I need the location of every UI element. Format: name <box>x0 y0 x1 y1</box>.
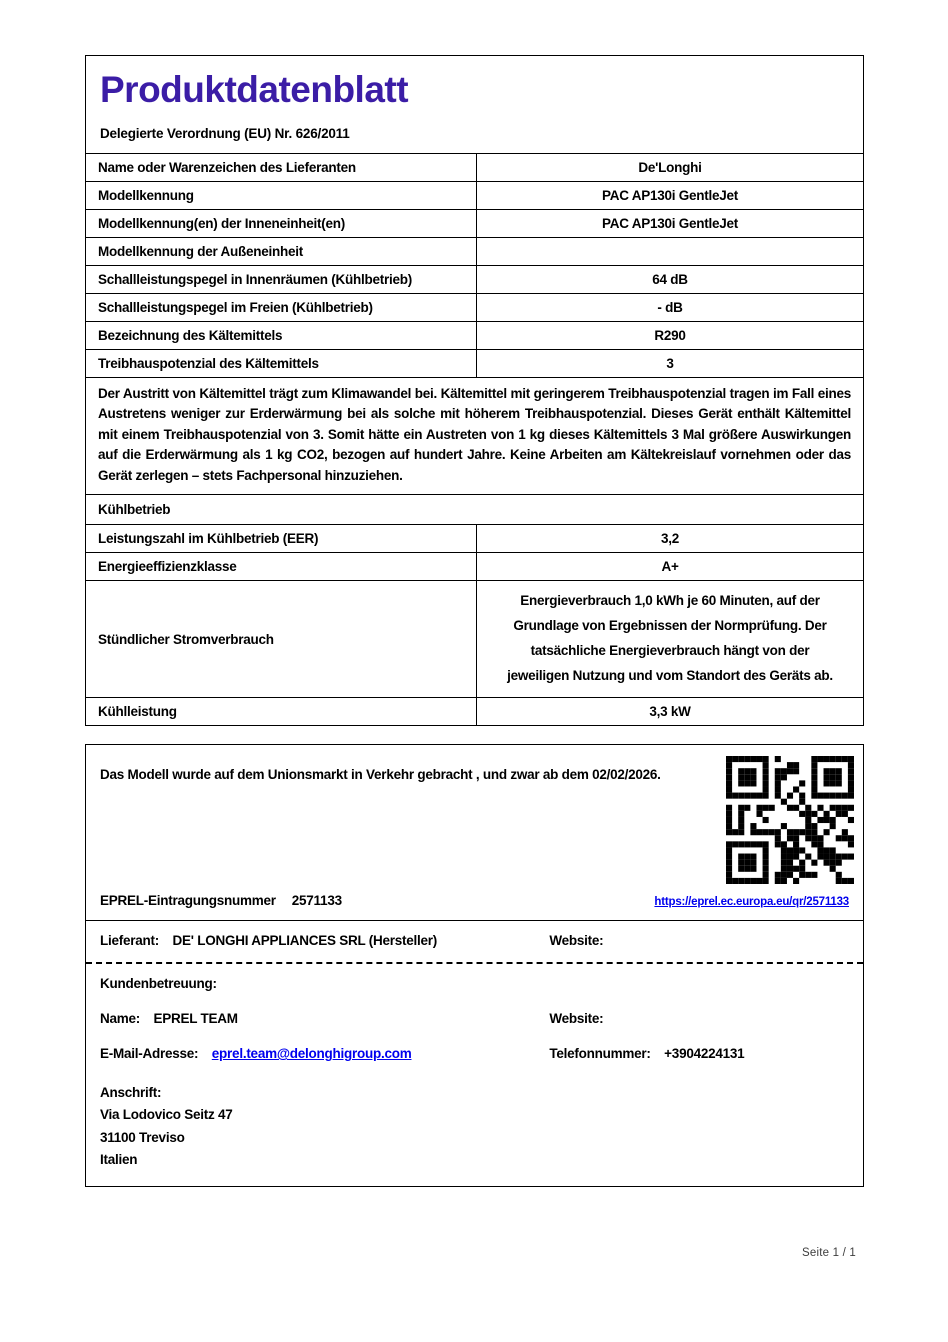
table-row <box>86 237 863 265</box>
row-value: 3,2 <box>476 525 863 552</box>
row-value: 3,3 kW <box>476 698 863 725</box>
table-row <box>86 153 863 181</box>
table-row <box>86 209 863 237</box>
phone-value: +3904224131 <box>664 1046 745 1062</box>
row-value: Energieverbrauch 1,0 kWh je 60 Minuten, auf der Grundlage von Ergebnissen der Normprüfung. Der tatsächliche Energieverbrauch hängt von der jeweiligen Nutzung und vom Standort des Geräts ab. <box>476 581 863 697</box>
supplier-pair <box>100 933 549 948</box>
eprel-label: EPREL-Eintragungsnummer <box>100 893 276 909</box>
customer-service-block <box>86 964 863 1186</box>
email-label: E-Mail-Adresse: <box>100 1046 199 1062</box>
product-datasheet <box>85 55 864 1187</box>
row-value: - dB <box>476 294 863 321</box>
contact-row-name <box>100 1011 849 1026</box>
supplier-value: DE' LONGHI APPLIANCES SRL (Hersteller) <box>172 933 438 949</box>
name-value: EPREL TEAM <box>153 1011 238 1027</box>
row-label: Stündlicher Stromverbrauch <box>98 631 274 647</box>
phone-label: Telefonnummer: <box>549 1046 651 1062</box>
eprel-number: 2571133 <box>291 893 342 909</box>
page-title: Produktdatenblatt <box>100 69 409 110</box>
row-value: A+ <box>476 553 863 580</box>
address-label: Anschrift: <box>100 1085 162 1101</box>
qr-code-icon <box>726 756 854 884</box>
eprel-row <box>86 887 863 920</box>
address-line: Italien <box>100 1151 138 1167</box>
table-row <box>86 552 863 580</box>
address-line: Via Lodovico Seitz 47 <box>100 1107 233 1123</box>
row-label: Name oder Warenzeichen des Lieferanten <box>98 159 356 175</box>
row-value: R290 <box>476 322 863 349</box>
contact-row-email <box>100 1046 849 1061</box>
table-row <box>86 293 863 321</box>
section-header-cooling: Kühlbetrieb <box>86 494 863 524</box>
title-block <box>86 56 863 153</box>
name-label: Name: <box>100 1011 141 1027</box>
supplier-row <box>86 920 863 964</box>
email-pair <box>100 1046 549 1061</box>
row-label: Modellkennung(en) der Inneneinheit(en) <box>98 215 345 231</box>
row-label: Kühlleistung <box>98 704 177 720</box>
row-label: Modellkennung <box>98 187 194 203</box>
table-row <box>86 349 863 377</box>
email-link[interactable]: eprel.team@delonghigroup.com <box>211 1046 412 1062</box>
row-label: Modellkennung der Außeneinheit <box>98 243 304 259</box>
regulation-subtitle: Delegierte Verordnung (EU) Nr. 626/2011 <box>100 125 350 141</box>
address-line: 31100 Treviso <box>100 1129 185 1145</box>
website-label: Website: <box>549 933 604 949</box>
row-value: PAC AP130i GentleJet <box>476 182 863 209</box>
row-label: Bezeichnung des Kältemittels <box>98 327 283 343</box>
row-value: De'Longhi <box>476 154 863 181</box>
eprel-qr-link[interactable]: https://eprel.ec.europa.eu/qr/2571133 <box>654 896 849 909</box>
website-label: Website: <box>549 1011 604 1027</box>
table-row <box>86 181 863 209</box>
name-pair <box>100 1011 549 1026</box>
row-label: Treibhauspotenzial des Kältemittels <box>98 355 319 371</box>
contact-website-pair <box>549 1011 849 1026</box>
row-label: Schallleistungspegel in Innenräumen (Kühlbetrieb) <box>98 271 413 287</box>
row-value: 64 dB <box>476 266 863 293</box>
table-row <box>86 697 863 725</box>
refrigerant-note: Der Austritt von Kältemittel trägt zum Klimawandel bei. Kältemittel mit geringerem Treibhauspotenzial tragen im Fall eines Austretens weniger zur Erderwärmung bei als solche mit höherem Treibhauspotenzial. Dieses Gerät enthält Kältemittel mit einem Treibhauspotenzial von 3. Somit hätte ein Austreten von 1 kg dieses Kältemittels 3 Mal größere Auswirkungen auf die Erderwärmung als 1 kg CO2, bezogen auf hundert Jahre. Keine Arbeiten am Kältekreislauf vornehmen oder das Gerät zerlegen – stets Fachpersonal hinzuziehen. <box>86 377 863 495</box>
supplier-website-pair <box>549 933 849 948</box>
row-label: Energieeffizienzklasse <box>98 559 237 575</box>
page-number: Seite 1 / 1 <box>802 1247 856 1259</box>
table-row <box>86 524 863 552</box>
row-label: Leistungszahl im Kühlbetrieb (EER) <box>98 531 319 547</box>
table-row <box>86 321 863 349</box>
address-block <box>100 1083 849 1170</box>
row-value <box>476 238 863 265</box>
registration-box <box>85 744 864 1187</box>
row-value: PAC AP130i GentleJet <box>476 210 863 237</box>
row-value: 3 <box>476 350 863 377</box>
table-row <box>86 265 863 293</box>
table-row-consumption <box>86 580 863 697</box>
row-label: Schallleistungspegel im Freien (Kühlbetrieb) <box>98 299 373 315</box>
supplier-label: Lieferant: <box>100 933 160 949</box>
market-statement: Das Modell wurde auf dem Unionsmarkt in Verkehr gebracht , und zwar ab dem 02/02/2026. <box>100 767 661 783</box>
phone-pair <box>549 1046 849 1061</box>
customer-service-heading: Kundenbetreuung: <box>100 976 217 992</box>
main-table-box <box>85 55 864 726</box>
market-statement-row <box>86 745 863 887</box>
